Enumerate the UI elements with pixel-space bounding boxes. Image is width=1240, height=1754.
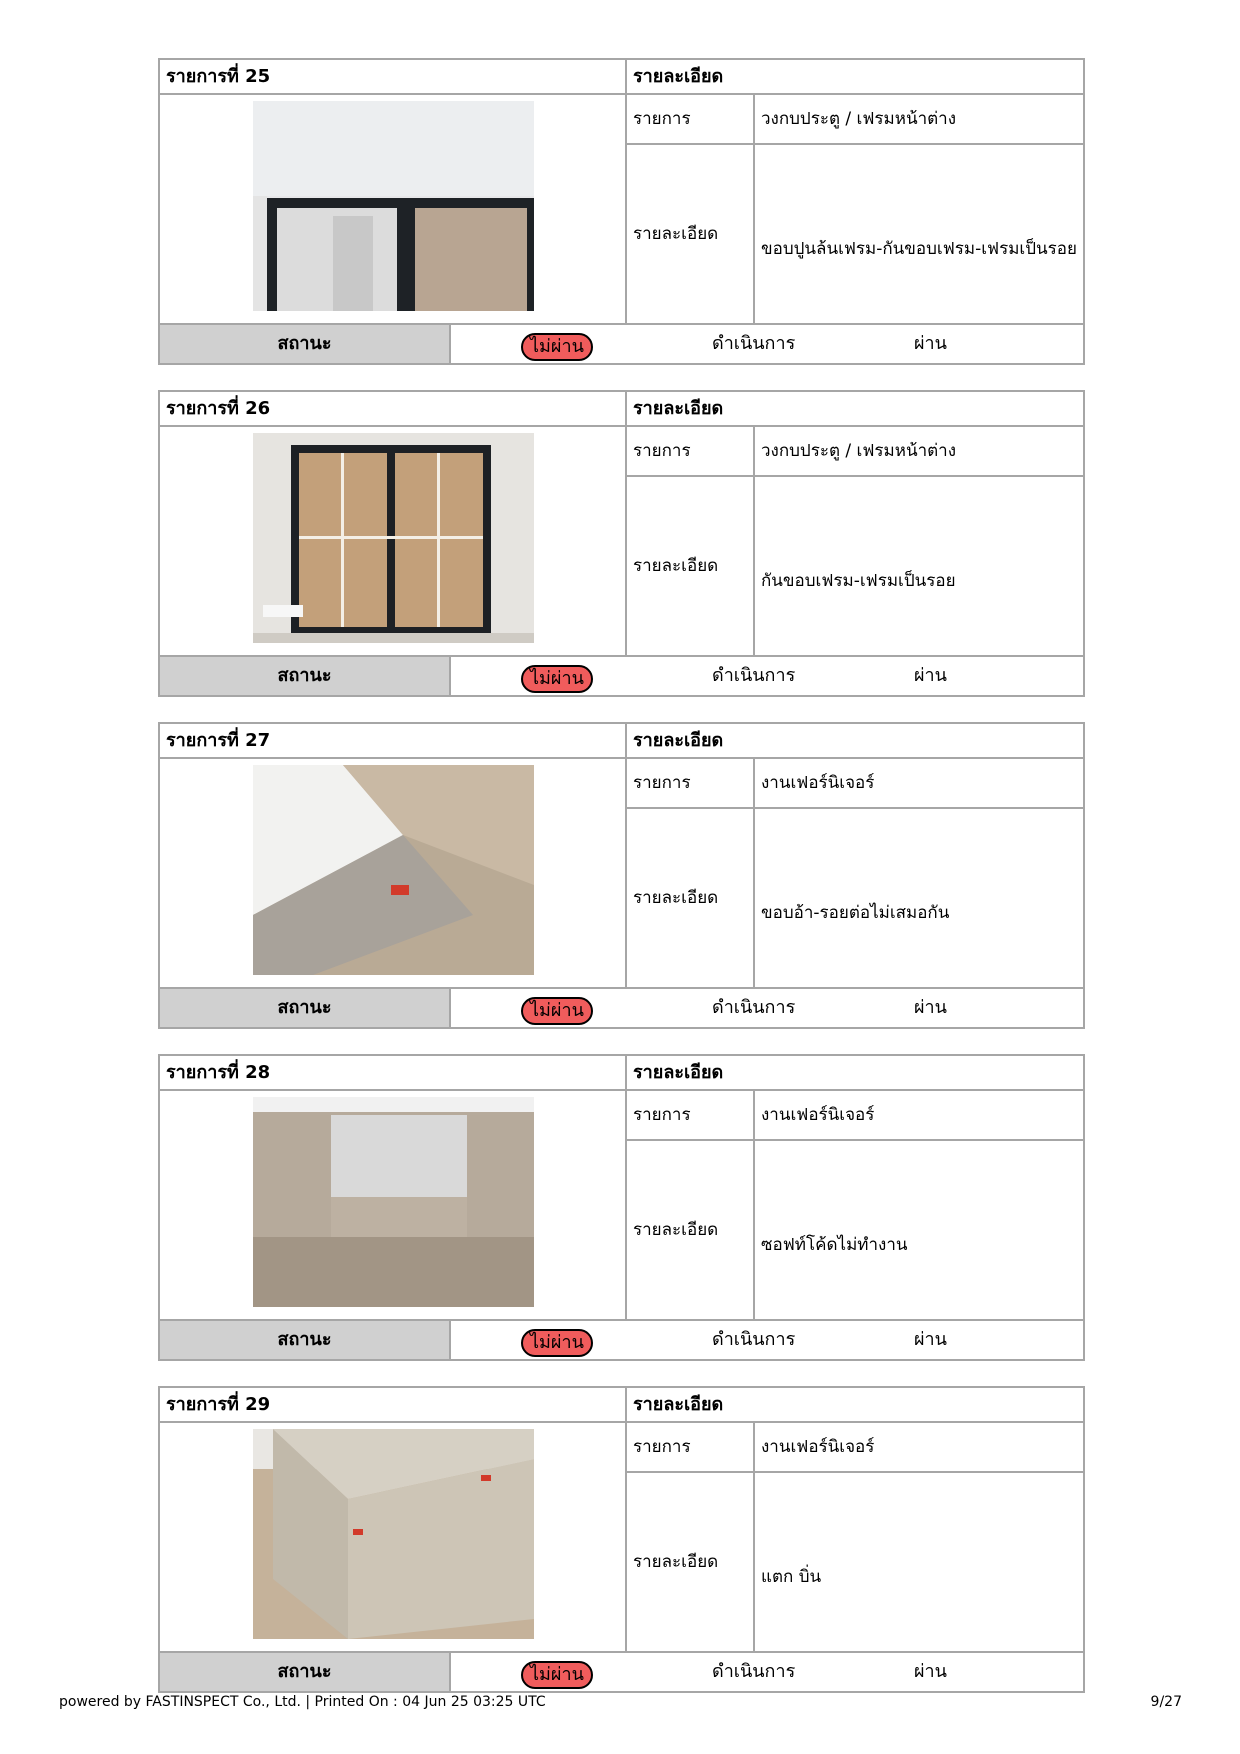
footer-powered-by: powered by FASTINSPECT Co., Ltd. | Printed On : 04 Jun 25 03:25 UTC	[59, 1694, 546, 1710]
detail-label: รายละเอียด	[627, 1473, 755, 1651]
status-pass-option[interactable]: ผ่าน	[914, 997, 947, 1018]
item-label: รายการ	[627, 1091, 755, 1141]
photo-cell	[160, 427, 627, 655]
item-value: งานเฟอร์นิเจอร์	[755, 759, 1083, 809]
item-value: งานเฟอร์นิเจอร์	[755, 1423, 1083, 1473]
photo-cell	[160, 1091, 627, 1319]
status-label: สถานะ	[160, 989, 451, 1027]
item-title: รายการที่ 25	[160, 60, 627, 95]
detail-header: รายละเอียด	[627, 724, 1083, 759]
status-label: สถานะ	[160, 1321, 451, 1359]
status-row	[160, 655, 1083, 695]
status-fail-badge[interactable]: ไม่ผ่าน	[521, 1661, 593, 1689]
status-row	[160, 323, 1083, 363]
detail-value	[755, 145, 1083, 323]
status-pass-option[interactable]: ผ่าน	[914, 1329, 947, 1350]
status-label: สถานะ	[160, 325, 451, 363]
photo-drawer-cabinet[interactable]	[253, 1097, 534, 1307]
status-fail-badge[interactable]: ไม่ผ่าน	[521, 333, 593, 361]
photo-window-frame[interactable]	[253, 433, 534, 643]
item-label: รายการ	[627, 1423, 755, 1473]
item-label: รายการ	[627, 427, 755, 477]
detail-header: รายละเอียด	[627, 392, 1083, 427]
item-title: รายการที่ 27	[160, 724, 627, 759]
detail-value	[755, 1473, 1083, 1651]
status-pass-option[interactable]: ผ่าน	[914, 333, 947, 354]
item-label: รายการ	[627, 95, 755, 145]
item-value: วงกบประตู / เฟรมหน้าต่าง	[755, 95, 1083, 145]
inspection-item-27	[158, 722, 1085, 1029]
detail-header: รายละเอียด	[627, 60, 1083, 95]
photo-cell	[160, 95, 627, 323]
status-row	[160, 1319, 1083, 1359]
status-pass-option[interactable]: ผ่าน	[914, 1661, 947, 1682]
photo-cell	[160, 1423, 627, 1651]
status-pass-option[interactable]: ผ่าน	[914, 665, 947, 686]
detail-value	[755, 809, 1083, 987]
page-number: 9/27	[1150, 1694, 1182, 1710]
inspection-item-28	[158, 1054, 1085, 1361]
detail-text: กันขอบเฟรม-เฟรมเป็นรอย	[761, 571, 956, 591]
detail-label: รายละเอียด	[627, 1141, 755, 1319]
status-in-progress-option[interactable]: ดำเนินการ	[712, 1661, 796, 1682]
status-fail-badge[interactable]: ไม่ผ่าน	[521, 997, 593, 1025]
inspection-item-26	[158, 390, 1085, 697]
status-fail-badge[interactable]: ไม่ผ่าน	[521, 665, 593, 693]
inspection-item-25	[158, 58, 1085, 365]
photo-furniture-edge[interactable]	[253, 765, 534, 975]
item-title: รายการที่ 26	[160, 392, 627, 427]
status-row	[160, 987, 1083, 1027]
status-in-progress-option[interactable]: ดำเนินการ	[712, 333, 796, 354]
photo-cabinet-side[interactable]	[253, 1429, 534, 1639]
detail-header: รายละเอียด	[627, 1056, 1083, 1091]
status-in-progress-option[interactable]: ดำเนินการ	[712, 665, 796, 686]
detail-text: ขอบอ้า-รอยต่อไม่เสมอกัน	[761, 903, 950, 923]
status-label: สถานะ	[160, 657, 451, 695]
item-value: วงกบประตู / เฟรมหน้าต่าง	[755, 427, 1083, 477]
detail-header: รายละเอียด	[627, 1388, 1083, 1423]
item-label: รายการ	[627, 759, 755, 809]
item-title: รายการที่ 29	[160, 1388, 627, 1423]
detail-text: แตก บิ่น	[761, 1567, 822, 1587]
status-label: สถานะ	[160, 1653, 451, 1691]
item-title: รายการที่ 28	[160, 1056, 627, 1091]
photo-sliding-door[interactable]	[253, 101, 534, 311]
detail-label: รายละเอียด	[627, 809, 755, 987]
inspection-item-29	[158, 1386, 1085, 1693]
detail-label: รายละเอียด	[627, 145, 755, 323]
detail-value	[755, 477, 1083, 655]
status-in-progress-option[interactable]: ดำเนินการ	[712, 1329, 796, 1350]
photo-cell	[160, 759, 627, 987]
item-value: งานเฟอร์นิเจอร์	[755, 1091, 1083, 1141]
detail-value	[755, 1141, 1083, 1319]
detail-text: ขอบปูนล้นเฟรม-กันขอบเฟรม-เฟรมเป็นรอย	[761, 239, 1077, 259]
status-in-progress-option[interactable]: ดำเนินการ	[712, 997, 796, 1018]
status-fail-badge[interactable]: ไม่ผ่าน	[521, 1329, 593, 1357]
status-row	[160, 1651, 1083, 1691]
detail-text: ซอฟท์โค้ดไม่ทำงาน	[761, 1235, 908, 1255]
detail-label: รายละเอียด	[627, 477, 755, 655]
